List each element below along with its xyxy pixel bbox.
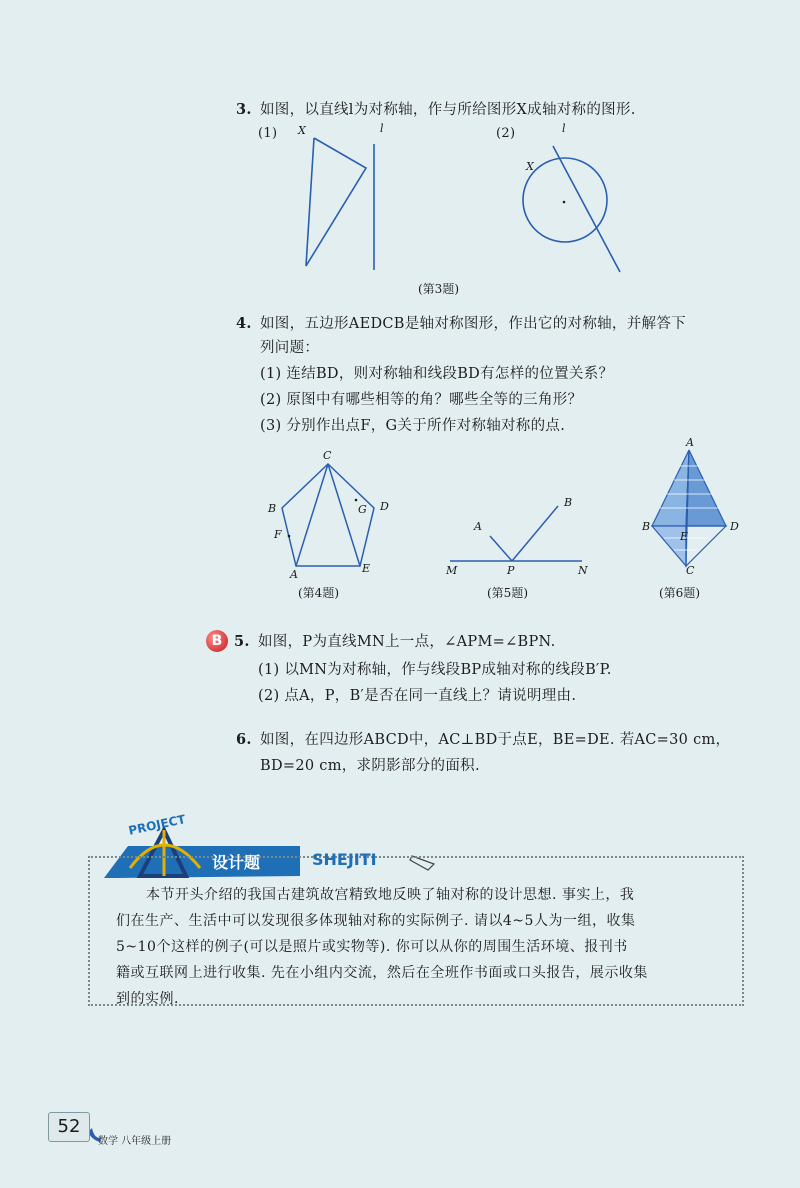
q4-item3: (3) 分别作出点F，G关于所作对称轴对称的点. [260,418,566,434]
q4-line1: 如图，五边形AEDCB是轴对称图形，作出它的对称轴，并解答下 [260,316,686,332]
q4-line2: 列问题： [260,340,320,356]
q4-point-b: B [268,502,277,515]
q5-item1: (1) 以MN为对称轴，作与线段BP成轴对称的线段B′P. [258,662,612,678]
q6-figure [652,450,726,566]
q5-item2: (2) 点A，P，B′是否在同一直线上？请说明理由. [258,688,577,704]
q6-point-a: A [686,436,694,449]
q3-x-label-1: X [298,124,306,137]
q6-caption: (第6题) [659,586,700,600]
q3-number: 3. [236,101,252,118]
q5-number: 5. [234,633,250,650]
q6-line1: 如图，在四边形ABCD中，AC⊥BD于点E，BE=DE. 若AC=30 cm， [260,732,731,748]
q4-item1: (1) 连结BD，则对称轴和线段BD有怎样的位置关系？ [260,366,614,382]
q6-number: 6. [236,731,252,748]
q5-point-n: N [578,564,588,577]
q3-sub2-label: (2) [496,126,516,141]
q5-point-p: P [507,564,515,577]
q4-point-f: F [274,528,282,541]
q3-text: 如图，以直线l为对称轴，作与所给图形X成轴对称的图形. [260,102,636,118]
q5-point-m: M [446,564,458,577]
project-title: 设计题 [212,853,261,872]
q4-point-f-dot [288,535,291,538]
project-latin-title: SHEJITI [312,850,377,869]
q6-point-c: C [686,564,695,577]
q5-point-b: B [564,496,573,509]
project-line-2: 们在生产、生活中可以发现很多体现轴对称的实际例子. 请以4~5人为一组，收集 [116,913,636,929]
project-word: PROJECT [127,812,187,838]
q4-number: 4. [236,315,252,332]
q4-point-g: G [358,503,367,516]
q3-figure-2 [523,146,620,272]
page-number: 52 [48,1112,90,1142]
q4-point-e: E [362,562,371,575]
q3-figure-1 [306,138,374,270]
q4-item2: (2) 原图中有哪些相等的角？哪些全等的三角形？ [260,392,583,408]
q6-point-b: B [642,520,651,533]
q4-point-c: C [323,449,332,462]
level-b-badge-icon: B [206,630,228,652]
project-line-3: 5~10个这样的例子(可以是照片或实物等). 你可以从你的周围生活环境、报刊书 [116,939,628,955]
q6-point-e: E [680,530,689,543]
q3-l-label-1: l [380,122,384,135]
q4-point-a: A [290,568,298,581]
q6-line2: BD=20 cm，求阴影部分的面积. [260,758,480,774]
q5-point-a: A [474,520,482,533]
q3-sub1-label: (1) [258,126,278,141]
q5-text: 如图，P为直线MN上一点，∠APM=∠BPN. [258,634,556,650]
q3-caption: (第3题) [418,282,459,296]
q6-point-d: D [730,520,739,533]
q3-l-label-2: l [562,122,566,135]
project-line-1: 本节开头介绍的我国古建筑故宫精致地反映了轴对称的设计思想. 事实上，我 [146,887,635,903]
q3-x-label-2: X [526,160,534,173]
q5-figure [450,506,582,561]
book-title: 数学 八年级上册 [98,1136,172,1147]
q4-point-g-dot [355,499,358,502]
q4-caption: (第4题) [298,586,339,600]
project-line-4: 籍或互联网上进行收集. 先在小组内交流，然后在全班作书面或口头报告，展示收集 [116,965,648,981]
q3-circle-center [563,201,566,204]
q4-point-d: D [380,500,389,513]
q5-caption: (第5题) [487,586,528,600]
project-line-5: 到的实例. [116,991,179,1007]
